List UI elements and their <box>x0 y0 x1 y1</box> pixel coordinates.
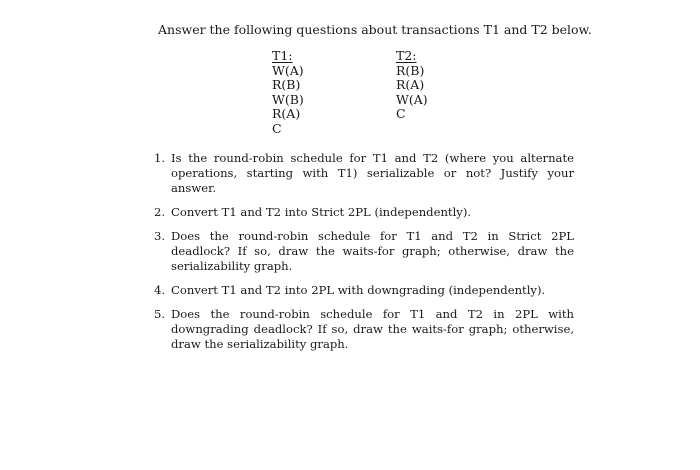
question-text: Does the round-robin schedule for T1 and T2 in 2PL with downgrading deadlock? If so, draw the waits-for graph; otherwise, draw the serializability graph. <box>171 307 574 351</box>
question-text: Convert T1 and T2 into Strict 2PL (independently). <box>171 205 472 219</box>
question-list <box>154 151 574 361</box>
transaction-t2 <box>396 49 428 122</box>
t2-op: R(B) <box>396 62 425 78</box>
t1-op: R(B) <box>272 77 301 93</box>
t1-op: C <box>272 120 282 136</box>
question-number: 2. <box>154 205 166 219</box>
t2-op: C <box>396 106 406 122</box>
transaction-t2-name: T2 : <box>396 49 428 64</box>
question-item <box>154 283 574 298</box>
question-item <box>154 151 574 196</box>
question-number: 1. <box>154 151 166 165</box>
question-number: 4. <box>154 283 166 297</box>
t2-op: R(A) <box>396 77 425 93</box>
question-item <box>154 229 574 274</box>
transaction-t1 <box>272 49 304 137</box>
question-text: Convert T1 and T2 into 2PL with downgrading (independently). <box>171 283 546 297</box>
question-text: Is the round-robin schedule for T1 and T2 (where you alternate operations, starting with T1) serializable or not? Justify your answer. <box>171 151 574 195</box>
question-number: 5. <box>154 307 166 321</box>
t1-op: W(A) <box>272 62 304 78</box>
question-number: 3. <box>154 229 166 243</box>
t1-op: R(A) <box>272 106 301 122</box>
transaction-t1-name: T1 : <box>272 49 304 64</box>
question-item <box>154 205 574 220</box>
transaction-t2-ops <box>396 64 428 122</box>
t1-op: W(B) <box>272 91 304 107</box>
question-text: Does the round-robin schedule for T1 and T2 in Strict 2PL deadlock? If so, draw the waits-for graph; otherwise, draw the serializability graph. <box>171 229 574 273</box>
transaction-t1-ops <box>272 64 304 137</box>
t2-op: W(A) <box>396 91 428 107</box>
question-item <box>154 307 574 352</box>
intro-text: Answer the following questions about transactions T1 and T2 below. <box>158 22 592 37</box>
